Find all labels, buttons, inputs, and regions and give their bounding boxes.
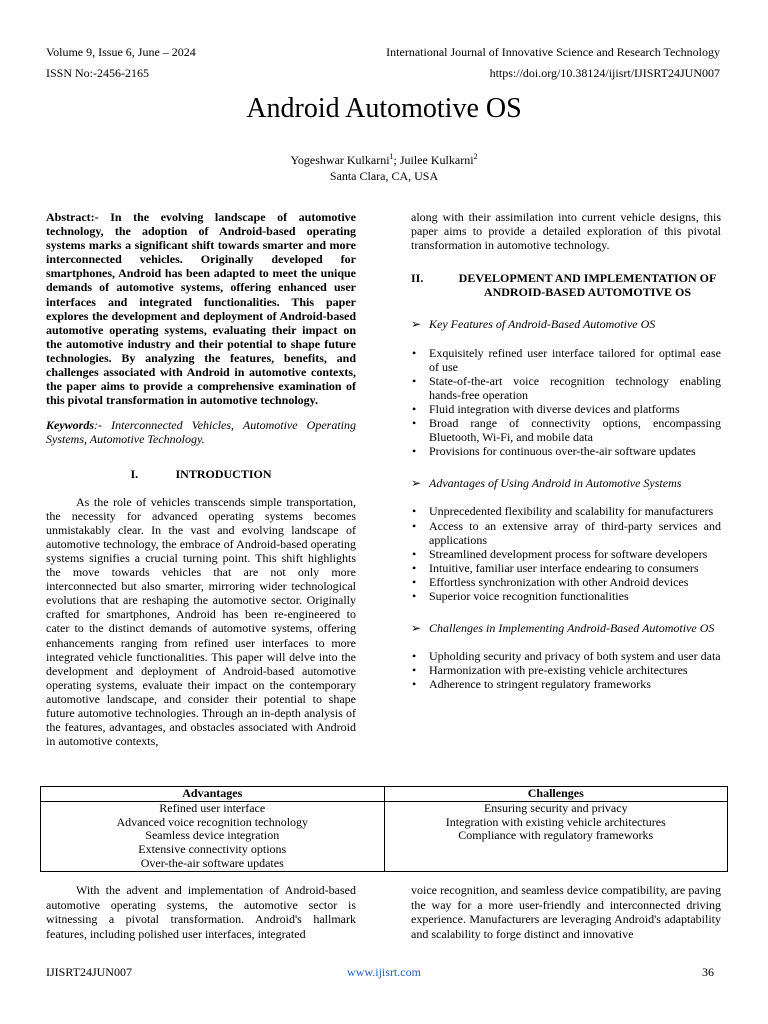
features-list [411,346,721,459]
list-item: • Harmonization with pre-existing vehicle architectures [411,663,721,677]
footer-website-link[interactable]: www.ijisrt.com [347,965,421,979]
introduction-continued: along with their assimilation into current vehicle designs, this paper aims to provide a detailed exploration of this pivotal transformation in automotive technology. [411,210,721,253]
table-cell-line: Compliance with regulatory frameworks [458,828,654,843]
author-location: Santa Clara, CA, USA [329,169,439,183]
journal-name: International Journal of Innovative Science and Research Technology [386,45,720,59]
volume-info: Volume 9, Issue 6, June – 2024 [46,45,196,59]
abstract-label: Abstract:- [46,210,99,224]
list-item: • Broad range of connectivity options, encompassing Bluetooth, Wi-Fi, and mobile data [411,416,721,444]
left-column [46,210,356,748]
list-item: • Streamlined development process for software developers [411,547,721,561]
introduction-paragraph: As the role of vehicles transcends simple transportation, the necessity for advanced operating systems becomes unmistakably clear. In the vast and evolving landscape of automotive technology, the embrace of Android-based operating systems signifies a crucial turning point. This shift highlights the move towards vehicles that are not only more interconnected but also smarter, mirroring wider technological evolutions that are reshaping the automotive sector. Originally crafted for smartphones, Android has been re-engineered to cater to the distinct demands of automotive systems, offering enhancements ranging from refined user interfaces to more integrated vehicle functionalities. This paper will delve into the development and deployment of Android-based automotive operating systems, evaluate their impact on the contemporary automotive landscape, and consider their potential to shape future automotive technologies. Through an in-depth analysis of the features, advantages, and obstacles associated with Android in automotive contexts, [46,494,356,749]
table-row [41,801,728,871]
section-2-heading [411,271,721,299]
author-1: Yogeshwar Kulkarni [290,153,390,167]
challenges-title: Challenges in Implementing Android-Based Automotive OS [429,621,715,636]
author-separator: ; [393,153,400,167]
arrow-icon: ➢ [411,317,422,332]
subsection-challenges [411,621,721,635]
comparison-table [40,786,728,872]
table-cell-line: Seamless device integration [145,828,280,843]
page-number: 36 [702,965,714,979]
subsection-features [411,317,721,331]
abstract-text: In the evolving landscape of automotive technology, the adoption of Android-based operating systems marks a significant shift towards smarter and more interconnected vehicles. Originally developed for smartphones, Android has been adapted to meet the unique demands of automotive systems, offering enhanced user interfaces and integrated functionalities. This paper explores the development and deployment of Android-based automotive operating systems, evaluating their impact on the automotive industry and their potential to shape future technologies. By analyzing the features, benefits, and challenges associated with Android in automotive contexts, the paper aims to provide a comprehensive examination of this pivotal transformation in automotive technology. [46,210,356,408]
section-2-title: DEVELOPMENT AND IMPLEMENTATION OF ANDROID-BASED AUTOMOTIVE OS [458,271,717,300]
challenges-list [411,649,721,691]
list-item: • Fluid integration with diverse devices and platforms [411,402,721,416]
doi-link[interactable]: https://doi.org/10.38124/ijisrt/IJISRT24JUN007 [489,66,720,80]
author-2-affiliation: 2 [473,152,478,161]
table-cell-line: Advanced voice recognition technology [116,814,309,829]
list-item: • Adherence to stringent regulatory frameworks [411,677,721,691]
bottom-right-paragraph: voice recognition, and seamless device compatibility, are paving the way for a more user-friendly and interconnected driving experience. Manufacturers are leveraging Android's adaptability and scalability to forge distinct and innovative [411,883,721,941]
table-cell-line: Integration with existing vehicle architectures [445,814,666,829]
keywords [46,418,356,446]
list-item: • Access to an extensive array of third-party services and applications [411,519,721,547]
table-cell-line: Ensuring security and privacy [483,800,628,815]
list-item: • Unprecedented flexibility and scalability for manufacturers [411,504,721,518]
keywords-label: Keywords [46,418,94,433]
authors [0,153,768,168]
list-item: • State-of-the-art voice recognition technology enabling hands-free operation [411,374,721,402]
table-cell-line: Refined user interface [159,800,266,815]
table-cell-line: Extensive connectivity options [138,842,287,857]
section-1-heading [46,467,356,481]
issn: ISSN No:-2456-2165 [46,66,150,80]
table-header-challenges: Challenges [384,787,728,802]
advantages-cell [41,801,385,871]
list-item: • Provisions for continuous over-the-air software updates [411,444,721,458]
section-2-number: II. [411,271,424,286]
author-1-affiliation: 1 [389,152,394,161]
footer-paper-id: IJISRT24JUN007 [46,965,132,979]
arrow-icon: ➢ [411,476,422,491]
list-item: • Intuitive, familiar user interface endearing to consumers [411,561,721,575]
section-1-title: INTRODUCTION [175,466,272,481]
paper-title: Android Automotive OS [246,93,522,124]
list-item: • Exquisitely refined user interface tailored for optimal ease of use [411,346,721,374]
keywords-text: :- Interconnected Vehicles, Automotive Operating Systems, Automotive Technology. [46,418,356,447]
abstract [46,210,356,407]
right-column [411,210,721,691]
table-cell-line: Over-the-air software updates [140,855,284,870]
subsection-advantages [411,476,721,490]
list-item: • Effortless synchronization with other Android devices [411,575,721,589]
advantages-list [411,504,721,603]
section-1-number: I. [130,466,139,481]
bottom-left-paragraph: With the advent and implementation of Android-based automotive operating systems, the automotive sector is witnessing a pivotal transformation. Android's hallmark features, including polished user interfaces, integrated [46,883,356,941]
list-item: • Upholding security and privacy of both system and user data [411,649,721,663]
arrow-icon: ➢ [411,621,422,636]
author-2: Juilee Kulkarni [399,153,474,167]
table-header-row [41,787,728,802]
list-item: • Superior voice recognition functionalities [411,589,721,603]
advantages-title: Advantages of Using Android in Automotive Systems [429,476,682,491]
challenges-cell [384,801,728,871]
table-header-advantages: Advantages [41,787,385,802]
features-title: Key Features of Android-Based Automotive OS [429,317,656,332]
